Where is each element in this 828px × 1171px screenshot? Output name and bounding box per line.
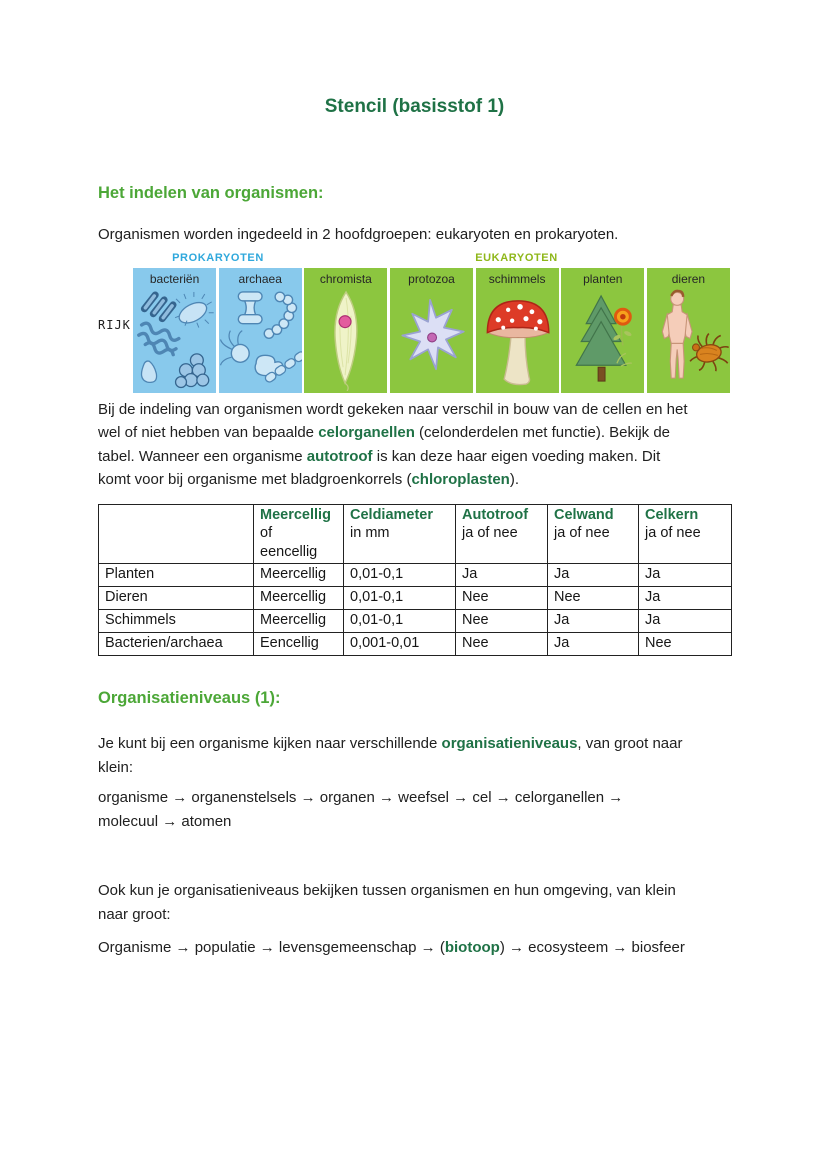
cell: Bacterien/archaea (99, 633, 254, 656)
table-header-row (99, 504, 732, 564)
chromista-cell-illustration (304, 288, 387, 391)
cell: Nee (456, 610, 548, 633)
cell: Meercellig (254, 564, 344, 587)
mushroom-illustration (476, 288, 559, 391)
table-header (99, 504, 732, 564)
organism-properties-table (98, 504, 732, 657)
kingdom-label: chromista (319, 271, 372, 286)
kingdom-label: bacteriën (149, 271, 200, 286)
kingdom-panel-planten (561, 268, 644, 393)
human-and-mite-illustration (647, 288, 730, 391)
header-cell-autotroof: Autotroof ja of nee (456, 504, 548, 564)
eukaryoten-group-label: EUKARYOTEN (475, 251, 558, 264)
page-title: Stencil (basisstof 1) (324, 96, 505, 117)
cell: 0,001-0,01 (344, 633, 456, 656)
kingdom-label: archaea (238, 271, 282, 286)
kingdom-panel-archaea (219, 268, 302, 393)
cell: Meercellig (254, 610, 344, 633)
organisatieniveaus-chain-groot-naar-klein: organisme → organenstelsels → organen → weefsel → cel → celorganellen → molecuul → atomen (98, 789, 624, 830)
domain-group-labels (133, 252, 730, 268)
kingdom-panels (133, 268, 730, 393)
section-indelen (98, 184, 731, 656)
header-cell-meercellig: Meercellig of eencellig (254, 504, 344, 564)
cell: Ja (548, 633, 639, 656)
cell: Eencellig (254, 633, 344, 656)
kingdom-panel-dieren (647, 268, 730, 393)
archaea-illustration (219, 288, 302, 391)
cell: Ja (639, 587, 732, 610)
table-body (99, 564, 732, 656)
kingdom-panel-schimmels (476, 268, 559, 393)
kingdom-label: schimmels (488, 271, 546, 286)
tree-and-flower-illustration (561, 288, 644, 391)
kingdom-panel-bacterien (133, 268, 216, 393)
cell: Nee (639, 633, 732, 656)
cell: 0,01-0,1 (344, 610, 456, 633)
cell: Schimmels (99, 610, 254, 633)
organisatieniveaus-intro-paragraph: Je kunt bij een organisme kijken naar verschillende organisatieniveaus, van groot naar klein: (98, 735, 683, 776)
table-row-dieren (99, 587, 732, 610)
cell: Nee (548, 587, 639, 610)
bacteria-illustration (133, 288, 216, 391)
header-cell-celdiameter: Celdiameter in mm (344, 504, 456, 564)
cell: Meercellig (254, 587, 344, 610)
cell: Nee (456, 633, 548, 656)
figure-body (98, 268, 731, 393)
table-row-schimmels (99, 610, 732, 633)
section-heading-indelen: Het indelen van organismen: (98, 184, 324, 202)
cell: 0,01-0,1 (344, 587, 456, 610)
cell: Planten (99, 564, 254, 587)
organisatieniveaus-chain-klein-naar-groot: Organisme → populatie → levensgemeenschap → (biotoop) → ecosysteem → biosfeer (98, 939, 685, 956)
kingdom-label: dieren (671, 271, 706, 286)
cell: Ja (548, 610, 639, 633)
kingdom-label: protozoa (408, 271, 455, 286)
cell: Ja (639, 564, 732, 587)
cell: Ja (456, 564, 548, 587)
protozoa-amoeba-illustration (390, 288, 473, 391)
kingdom-panel-chromista (304, 268, 387, 393)
prokaryoten-group-label: PROKARYOTEN (172, 251, 264, 264)
header-cell-empty (99, 504, 254, 564)
cell: Dieren (99, 587, 254, 610)
omgeving-intro-paragraph: Ook kun je organisatieniveaus bekijken tussen organismen en hun omgeving, van klein naar groot: (98, 882, 676, 923)
cell: 0,01-0,1 (344, 564, 456, 587)
kingdom-label: planten (583, 271, 623, 286)
cell: Nee (456, 587, 548, 610)
kingdom-classification-figure (98, 252, 731, 393)
header-cell-celkern: Celkern ja of nee (639, 504, 732, 564)
table-row-bacterien-archaea (99, 633, 732, 656)
intro-paragraph: Organismen worden ingedeeld in 2 hoofdgroepen: eukaryoten en prokaryoten. (98, 226, 619, 243)
table-row-planten (99, 564, 732, 587)
kingdom-panel-protozoa (390, 268, 473, 393)
rijk-axis-label: RIJK (98, 317, 131, 332)
cell-structure-paragraph: Bij de indeling van organismen wordt gekeken naar verschil in bouw van de cellen en het wel of niet hebben van bepaalde celorganellen (celonderdelen met functie). Bekijk de tabel. Wanneer een organisme autotroof is kan deze haar eigen voeding maken. Dit komt voor bij organisme met bladgroenkorrels (chloroplasten). (98, 400, 688, 488)
cell: Ja (639, 610, 732, 633)
section-organisatieniveaus (98, 689, 731, 960)
cell: Ja (548, 564, 639, 587)
section-heading-organisatieniveaus: Organisatieniveaus (1): (98, 689, 281, 707)
header-cell-celwand: Celwand ja of nee (548, 504, 639, 564)
